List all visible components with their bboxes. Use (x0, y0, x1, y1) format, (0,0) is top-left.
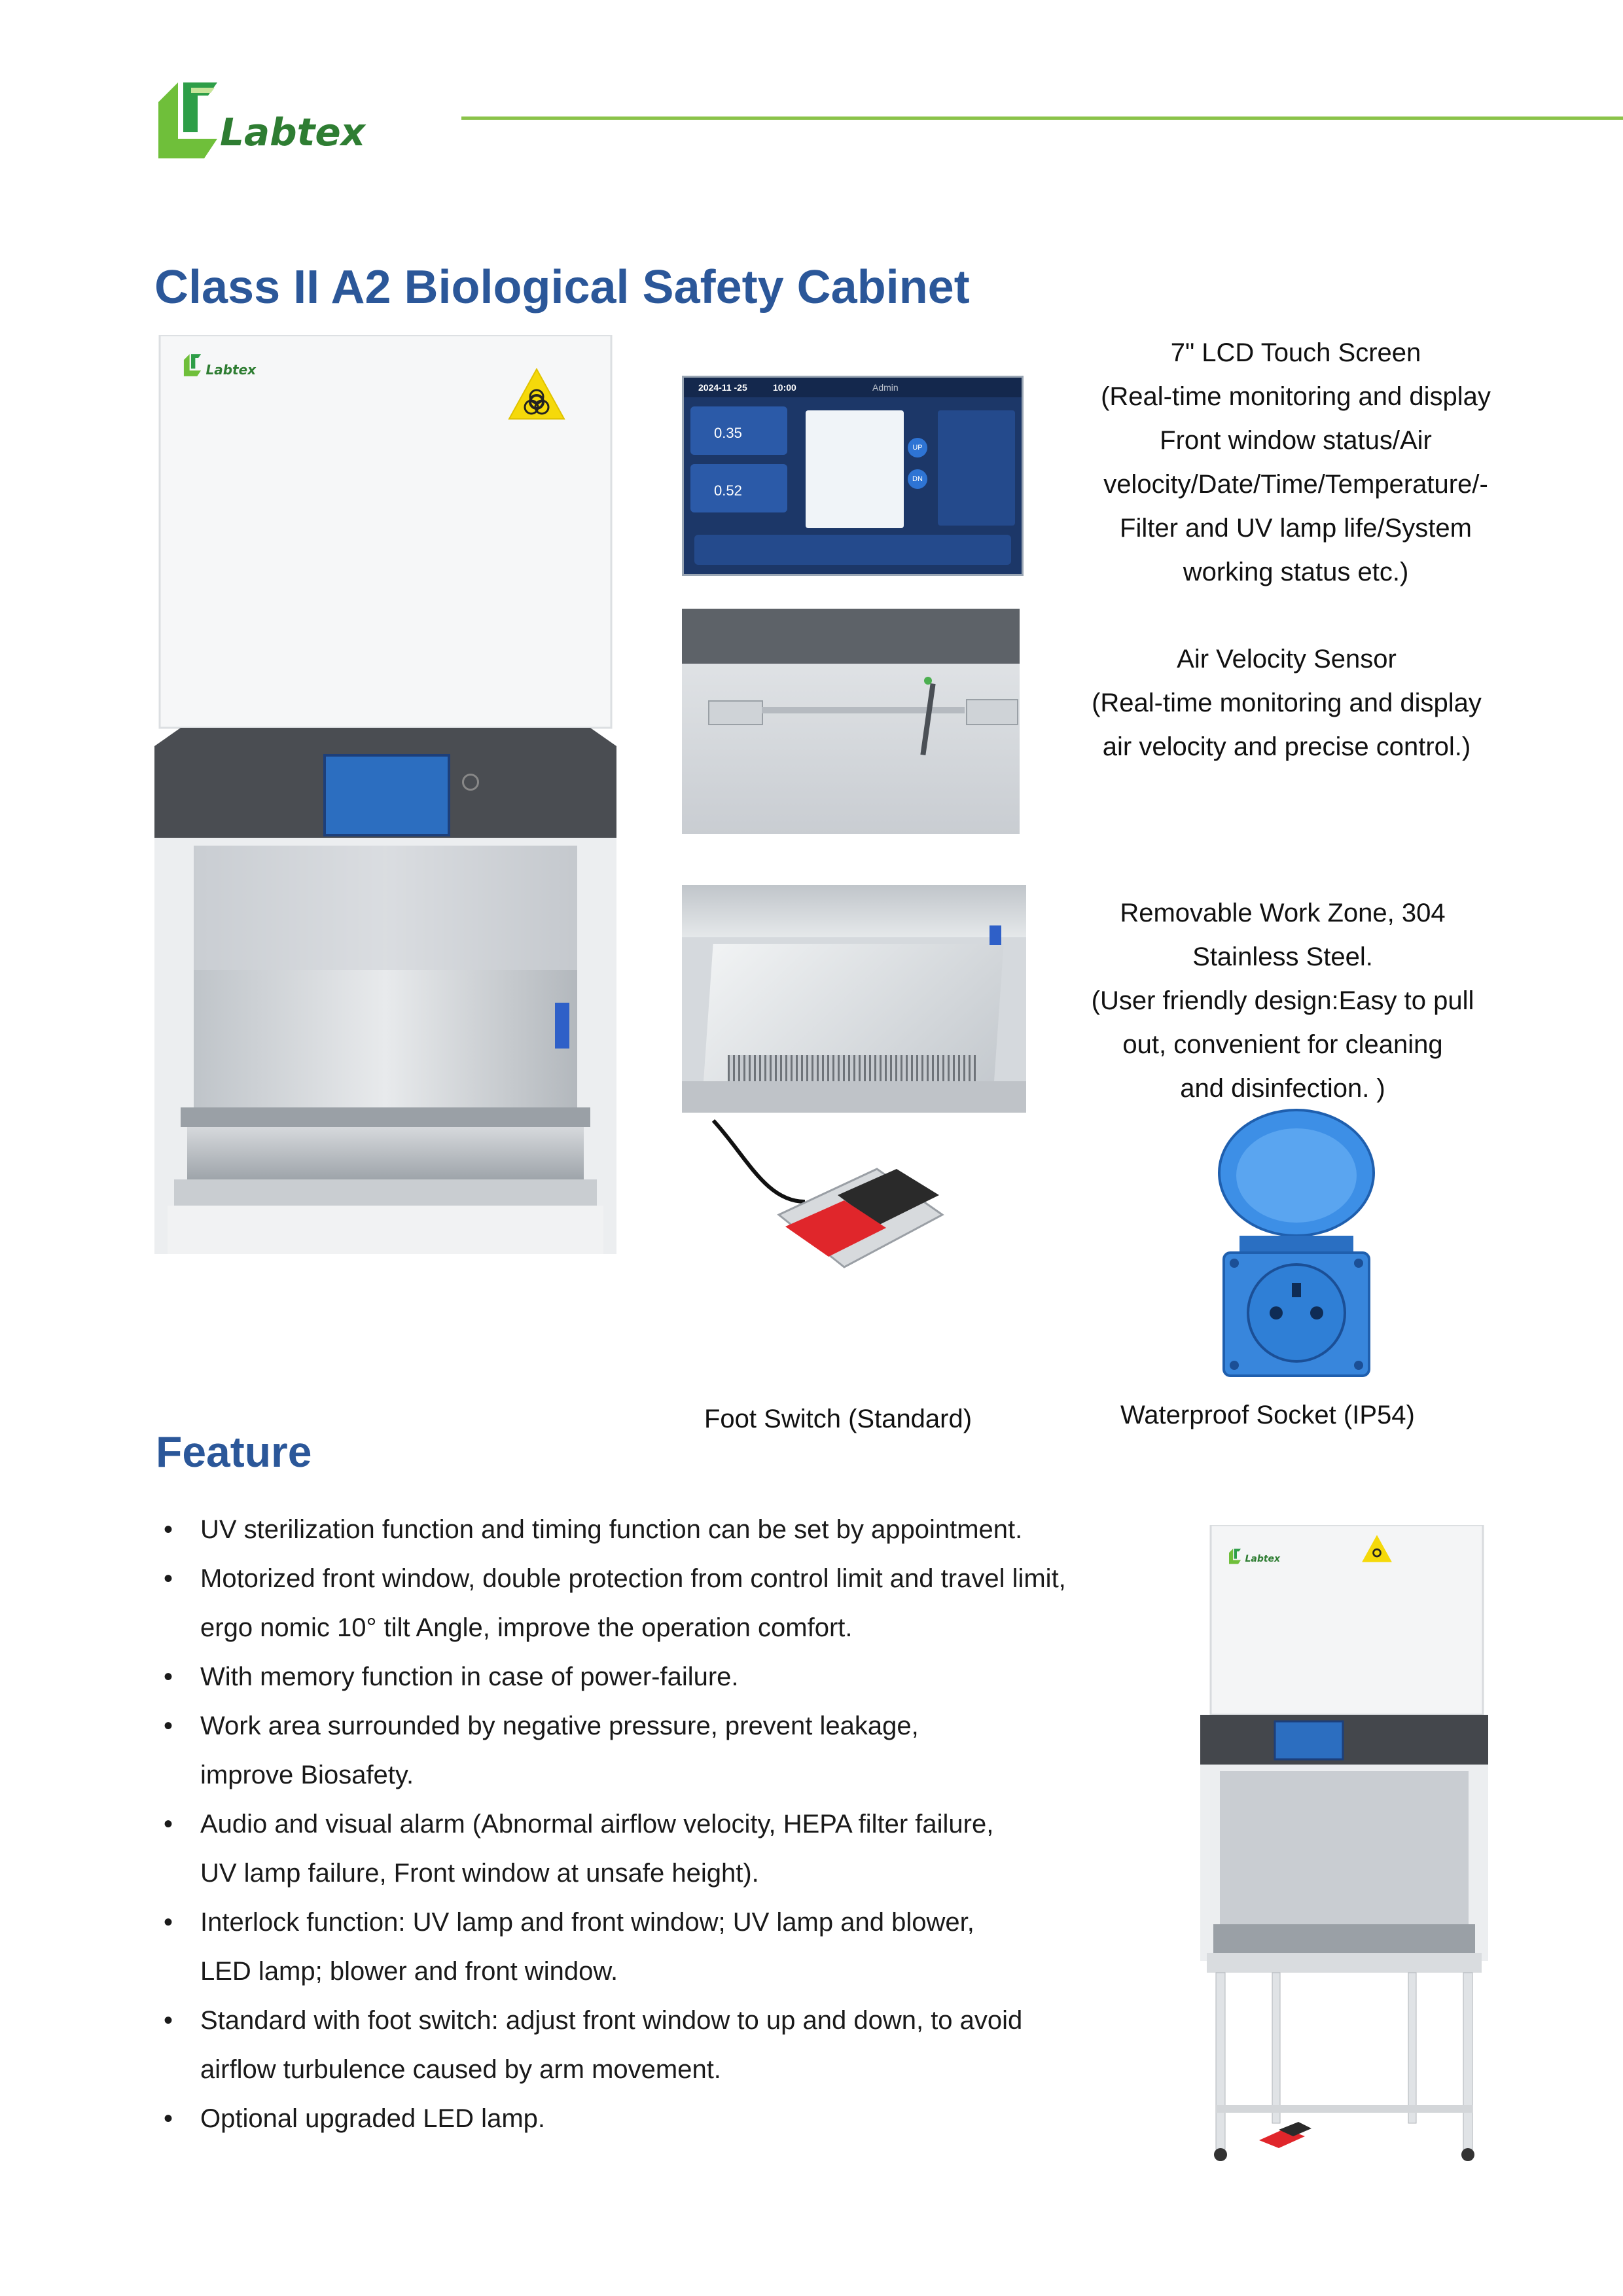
foot-switch-image (707, 1117, 955, 1287)
list-item: • Optional upgraded LED lamp. (164, 2094, 1185, 2144)
lcd-desc-line: Filter and UV lamp life/System (1120, 514, 1472, 543)
work-zone-desc-line: (User friendly design:Easy to pull (1091, 986, 1474, 1015)
sensor-desc-line: Air Velocity Sensor (1177, 645, 1397, 673)
stand-logo-text: Labtex (1245, 1554, 1281, 1564)
work-zone-desc-line: Removable Work Zone, 304 (1120, 899, 1446, 927)
cabinet-control-screen (323, 754, 450, 836)
list-item: • Interlock function: UV lamp and front window; UV lamp and blower, LED lamp; blower and front window. (164, 1898, 1185, 1996)
page-title: Class II A2 Biological Safety Cabinet (154, 261, 970, 314)
lcd-desc-line: (Real-time monitoring and display (1101, 382, 1491, 411)
lcd-screen-image (682, 376, 1024, 576)
socket-caption: Waterproof Socket (IP54) (1120, 1401, 1415, 1429)
sensor-desc-line: air velocity and precise control.) (1102, 732, 1471, 761)
stand-cabinet-logo (1228, 1547, 1280, 1569)
lcd-time: 10:00 (773, 382, 796, 393)
cabinet-image (154, 335, 616, 1254)
list-item: • Audio and visual alarm (Abnormal airflow velocity, HEPA filter failure, UV lamp failure, Front window at unsafe height). (164, 1800, 1185, 1898)
cabinet-logo-text: Labtex (205, 362, 257, 378)
logo (152, 73, 387, 165)
cabinet-stand-image (1200, 1525, 1488, 2166)
feature-heading: Feature (156, 1427, 312, 1476)
cabinet-power-button (462, 774, 479, 791)
logo-mark-icon (152, 76, 224, 165)
biohazard-icon (508, 368, 565, 420)
foot-switch-caption: Foot Switch (Standard) (704, 1405, 972, 1433)
lcd-desc-line: working status etc.) (1183, 558, 1409, 586)
brand-name: Labtex (220, 110, 366, 154)
header-rule (461, 117, 1623, 120)
work-zone-desc-line: and disinfection. ) (1180, 1074, 1385, 1103)
list-item: • Standard with foot switch: adjust front window to up and down, to avoid airflow turbulence caused by arm movement. (164, 1996, 1185, 2094)
lcd-user: Admin (872, 382, 899, 393)
lcd-inflow-value: 0.52 (714, 482, 742, 499)
work-zone-desc-line: out, convenient for cleaning (1122, 1030, 1443, 1059)
lcd-desc-line: velocity/Date/Time/Temperature/- (1103, 470, 1488, 499)
cabinet-logo (182, 352, 256, 382)
sensor-description (1064, 637, 1509, 769)
lcd-description (1073, 331, 1518, 594)
air-velocity-sensor-image (682, 609, 1020, 834)
lcd-desc-line: Front window status/Air (1160, 426, 1432, 455)
lcd-date: 2024-11 -25 (698, 382, 747, 393)
stand-logo-mark-icon (1228, 1547, 1242, 1566)
work-zone-desc-line: Stainless Steel. (1192, 942, 1373, 971)
list-item: • Work area surrounded by negative pressure, prevent leakage, improve Biosafety. (164, 1702, 1185, 1800)
list-item: • Motorized front window, double protection from control limit and travel limit, ergo nomic 10° tilt Angle, improve the operation comfort. (164, 1554, 1185, 1653)
feature-list (164, 1505, 1185, 2144)
work-zone-image (682, 885, 1026, 1113)
lcd-downflow-value: 0.35 (714, 425, 742, 441)
cabinet-logo-mark-icon (182, 352, 203, 378)
lcd-up-label: UP (908, 438, 927, 457)
socket-image (1211, 1107, 1382, 1377)
lcd-desc-line: 7" LCD Touch Screen (1170, 338, 1421, 367)
list-item: • With memory function in case of power-failure. (164, 1653, 1185, 1702)
stand-biohazard-icon (1361, 1534, 1393, 1563)
sensor-desc-line: (Real-time monitoring and display (1092, 689, 1482, 717)
lcd-down-label: DN (908, 469, 927, 489)
work-zone-description (1060, 891, 1505, 1111)
list-item: • UV sterilization function and timing function can be set by appointment. (164, 1505, 1185, 1554)
